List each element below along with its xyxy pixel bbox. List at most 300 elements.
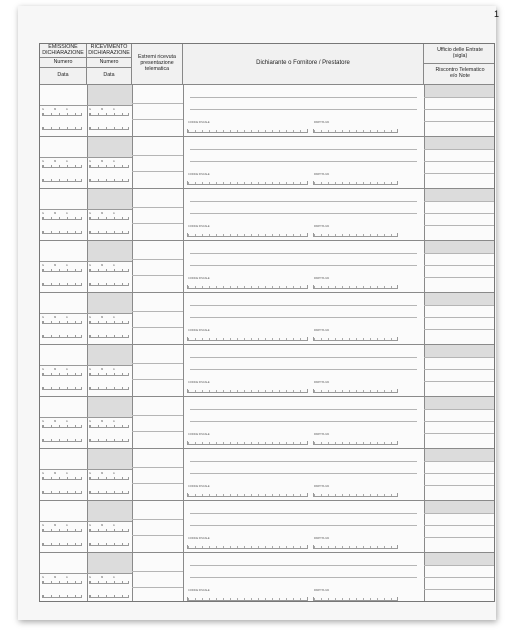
note-rule <box>424 329 495 330</box>
column-rule <box>183 553 184 602</box>
estremi-rule <box>132 311 183 312</box>
codice-fiscale-label: CODICE FISCALE <box>188 173 210 176</box>
note-rule <box>424 253 495 254</box>
ufficio-shade <box>424 501 495 513</box>
dichiarante-line <box>190 149 417 150</box>
codice-fiscale-field[interactable] <box>187 389 308 393</box>
note-rule <box>424 589 495 590</box>
ricevimento-date-label-m: M <box>101 316 104 319</box>
emissione-numero-field[interactable] <box>42 231 82 234</box>
numero-data-rule <box>40 365 132 366</box>
register-entry <box>40 345 495 397</box>
dichiarante-line <box>190 565 417 566</box>
column-rule <box>424 189 425 240</box>
estremi-rule <box>132 155 183 156</box>
note-rule <box>424 149 495 150</box>
ricevimento-date-field[interactable] <box>89 113 129 116</box>
emissione-date-label-a: A <box>66 420 68 423</box>
column-rule <box>132 449 133 500</box>
emissione-numero-field[interactable] <box>42 387 82 390</box>
note-rule <box>424 473 495 474</box>
column-rule <box>132 345 133 396</box>
emissione-date-label-g: G <box>42 160 45 163</box>
ricevimento-numero-field[interactable] <box>89 179 129 182</box>
emissione-date-field[interactable] <box>42 477 82 480</box>
header-ricevimento-data: Data <box>87 68 132 85</box>
codice-fiscale-field[interactable] <box>187 597 308 601</box>
emissione-date-field[interactable] <box>42 581 82 584</box>
ricevimento-date-label-a: A <box>113 212 115 215</box>
ricevimento-numero-shade <box>87 449 132 469</box>
note-rule <box>424 461 495 462</box>
dichiarante-line <box>190 97 417 98</box>
column-rule <box>183 137 184 188</box>
ufficio-shade <box>424 293 495 305</box>
ricevimento-date-label-g: G <box>89 264 92 267</box>
note-rule <box>424 265 495 266</box>
partita-iva-label: PARTITA IVA <box>314 589 330 592</box>
header-estremi: Estremi ricevuta presentazione telematica <box>132 44 183 85</box>
emissione-date-field[interactable] <box>42 529 82 532</box>
partita-iva-label: PARTITA IVA <box>314 537 330 540</box>
column-rule <box>132 553 133 602</box>
ricevimento-date-label-m: M <box>101 524 104 527</box>
ufficio-shade <box>424 449 495 461</box>
note-rule <box>424 97 495 98</box>
ricevimento-date-label-a: A <box>113 264 115 267</box>
emissione-date-label-g: G <box>42 108 45 111</box>
column-rule <box>183 449 184 500</box>
emissione-numero-field[interactable] <box>42 127 82 130</box>
ricevimento-date-label-a: A <box>113 160 115 163</box>
emissione-date-label-m: M <box>54 576 57 579</box>
ricevimento-numero-field[interactable] <box>89 491 129 494</box>
numero-data-rule <box>40 469 132 470</box>
emissione-date-field[interactable] <box>42 113 82 116</box>
emissione-date-label-a: A <box>66 316 68 319</box>
ricevimento-numero-field[interactable] <box>89 387 129 390</box>
register-entry <box>40 293 495 345</box>
codice-fiscale-label: CODICE FISCALE <box>188 225 210 228</box>
codice-fiscale-field[interactable] <box>187 337 308 341</box>
emissione-date-label-m: M <box>54 264 57 267</box>
estremi-rule <box>132 171 183 172</box>
ricevimento-date-label-g: G <box>89 316 92 319</box>
ricevimento-numero-shade <box>87 553 132 573</box>
column-rule <box>424 501 425 552</box>
column-rule <box>87 137 88 188</box>
codice-fiscale-field[interactable] <box>187 493 308 497</box>
ricevimento-date-label-a: A <box>113 368 115 371</box>
ricevimento-date-label-g: G <box>89 524 92 527</box>
codice-fiscale-label: CODICE FISCALE <box>188 589 210 592</box>
column-rule <box>87 449 88 500</box>
column-rule <box>183 397 184 448</box>
estremi-rule <box>132 363 183 364</box>
codice-fiscale-field[interactable] <box>187 545 308 549</box>
header-emissione <box>40 44 87 58</box>
estremi-rule <box>132 571 183 572</box>
column-rule <box>87 189 88 240</box>
emissione-date-label-m: M <box>54 524 57 527</box>
numero-data-rule <box>40 157 132 158</box>
dichiarante-line <box>190 161 417 162</box>
column-rule <box>424 137 425 188</box>
emissione-numero-field[interactable] <box>42 283 82 286</box>
ricevimento-numero-field[interactable] <box>89 543 129 546</box>
partita-iva-field[interactable] <box>313 129 398 133</box>
dichiarante-line <box>190 577 417 578</box>
column-rule <box>132 189 133 240</box>
partita-iva-label: PARTITA IVA <box>314 433 330 436</box>
dichiarante-line <box>190 461 417 462</box>
column-rule <box>87 241 88 292</box>
ricevimento-date-field[interactable] <box>89 165 129 168</box>
note-rule <box>424 369 495 370</box>
estremi-rule <box>132 379 183 380</box>
ufficio-shade <box>424 189 495 201</box>
ricevimento-date-label-g: G <box>89 368 92 371</box>
emissione-date-label-g: G <box>42 368 45 371</box>
emissione-numero-field[interactable] <box>42 439 82 442</box>
ricevimento-numero-shade <box>87 501 132 521</box>
note-rule <box>424 537 495 538</box>
column-rule <box>132 85 133 136</box>
estremi-rule <box>132 103 183 104</box>
emissione-date-label-a: A <box>66 576 68 579</box>
column-rule <box>183 345 184 396</box>
column-rule <box>183 241 184 292</box>
emissione-date-label-a: A <box>66 264 68 267</box>
column-rule <box>87 293 88 344</box>
ricevimento-numero-shade <box>87 397 132 417</box>
codice-fiscale-label: CODICE FISCALE <box>188 537 210 540</box>
estremi-rule <box>132 535 183 536</box>
codice-fiscale-label: CODICE FISCALE <box>188 381 210 384</box>
emissione-date-label-m: M <box>54 212 57 215</box>
column-rule <box>132 293 133 344</box>
column-rule <box>424 345 425 396</box>
ricevimento-numero-field[interactable] <box>89 283 129 286</box>
ricevimento-date-field[interactable] <box>89 321 129 324</box>
header-riscontro: Riscontro Telematico e/o Note <box>424 64 495 85</box>
ricevimento-date-field[interactable] <box>89 529 129 532</box>
codice-fiscale-field[interactable] <box>187 441 308 445</box>
ricevimento-date-label-g: G <box>89 472 92 475</box>
ufficio-shade <box>424 85 495 97</box>
dichiarante-line <box>190 305 417 306</box>
numero-data-rule <box>40 209 132 210</box>
note-rule <box>424 317 495 318</box>
dichiarante-line <box>190 317 417 318</box>
partita-iva-field[interactable] <box>313 493 398 497</box>
partita-iva-field[interactable] <box>313 545 398 549</box>
estremi-rule <box>132 519 183 520</box>
ricevimento-date-label-m: M <box>101 212 104 215</box>
partita-iva-label: PARTITA IVA <box>314 381 330 384</box>
ufficio-shade <box>424 137 495 149</box>
ricevimento-date-label-g: G <box>89 212 92 215</box>
partita-iva-field[interactable] <box>313 233 398 237</box>
estremi-rule <box>132 327 183 328</box>
dichiarante-line <box>190 525 417 526</box>
emissione-date-label-g: G <box>42 264 45 267</box>
emissione-date-label-m: M <box>54 420 57 423</box>
note-rule <box>424 485 495 486</box>
emissione-date-label-a: A <box>66 524 68 527</box>
note-rule <box>424 357 495 358</box>
register-entry <box>40 553 495 602</box>
header-ricevimento-numero: Numero <box>87 58 132 68</box>
emissione-date-field[interactable] <box>42 373 82 376</box>
codice-fiscale-label: CODICE FISCALE <box>188 277 210 280</box>
emissione-date-label-g: G <box>42 576 45 579</box>
note-rule <box>424 433 495 434</box>
column-rule <box>87 501 88 552</box>
dichiarante-line <box>190 473 417 474</box>
ricevimento-date-label-m: M <box>101 264 104 267</box>
ricevimento-date-label-a: A <box>113 108 115 111</box>
ufficio-shade <box>424 345 495 357</box>
dichiarante-line <box>190 421 417 422</box>
note-rule <box>424 173 495 174</box>
emissione-date-label-g: G <box>42 472 45 475</box>
note-rule <box>424 277 495 278</box>
estremi-rule <box>132 207 183 208</box>
partita-iva-field[interactable] <box>313 597 398 601</box>
ricevimento-date-field[interactable] <box>89 477 129 480</box>
header-dichiarante: Dichiarante o Fornitore / Prestatore <box>183 44 424 85</box>
column-rule <box>424 85 425 136</box>
emissione-date-label-g: G <box>42 316 45 319</box>
estremi-rule <box>132 467 183 468</box>
dichiarante-line <box>190 369 417 370</box>
partita-iva-label: PARTITA IVA <box>314 277 330 280</box>
emissione-date-field[interactable] <box>42 269 82 272</box>
column-rule <box>87 397 88 448</box>
emissione-date-label-a: A <box>66 160 68 163</box>
column-rule <box>424 449 425 500</box>
emissione-numero-field[interactable] <box>42 595 82 598</box>
ricevimento-numero-field[interactable] <box>89 127 129 130</box>
register-entry <box>40 241 495 293</box>
ricevimento-date-field[interactable] <box>89 581 129 584</box>
dichiarante-line <box>190 213 417 214</box>
estremi-rule <box>132 275 183 276</box>
register-entry <box>40 137 495 189</box>
partita-iva-label: PARTITA IVA <box>314 121 330 124</box>
codice-fiscale-label: CODICE FISCALE <box>188 485 210 488</box>
ricevimento-date-field[interactable] <box>89 425 129 428</box>
emissione-date-label-a: A <box>66 108 68 111</box>
ricevimento-date-label-m: M <box>101 160 104 163</box>
ricevimento-numero-field[interactable] <box>89 335 129 338</box>
estremi-rule <box>132 431 183 432</box>
ricevimento-numero-shade <box>87 241 132 261</box>
note-rule <box>424 213 495 214</box>
emissione-date-label-g: G <box>42 524 45 527</box>
partita-iva-field[interactable] <box>313 285 398 289</box>
column-rule <box>424 397 425 448</box>
header-ricevimento <box>87 44 132 58</box>
emissione-date-field[interactable] <box>42 165 82 168</box>
codice-fiscale-field[interactable] <box>187 233 308 237</box>
dichiarante-line <box>190 409 417 410</box>
note-rule <box>424 565 495 566</box>
note-rule <box>424 525 495 526</box>
register-entry <box>40 85 495 137</box>
note-rule <box>424 225 495 226</box>
numero-data-rule <box>40 521 132 522</box>
dichiarante-line <box>190 201 417 202</box>
emissione-date-field[interactable] <box>42 321 82 324</box>
ricevimento-numero-shade <box>87 85 132 105</box>
ricevimento-date-label-m: M <box>101 420 104 423</box>
ricevimento-numero-shade <box>87 345 132 365</box>
partita-iva-label: PARTITA IVA <box>314 329 330 332</box>
dichiarante-line <box>190 109 417 110</box>
register-table <box>39 43 495 602</box>
emissione-numero-field[interactable] <box>42 543 82 546</box>
column-rule <box>87 85 88 136</box>
column-rule <box>132 501 133 552</box>
note-rule <box>424 201 495 202</box>
ricevimento-date-label-g: G <box>89 160 92 163</box>
ricevimento-numero-shade <box>87 189 132 209</box>
header-emissione-numero: Numero <box>40 58 87 68</box>
column-rule <box>183 501 184 552</box>
numero-data-rule <box>40 573 132 574</box>
dichiarante-line <box>190 265 417 266</box>
column-rule <box>424 241 425 292</box>
column-rule <box>424 293 425 344</box>
column-rule <box>87 345 88 396</box>
codice-fiscale-label: CODICE FISCALE <box>188 121 210 124</box>
note-rule <box>424 121 495 122</box>
register-entry <box>40 449 495 501</box>
column-rule <box>183 293 184 344</box>
estremi-rule <box>132 587 183 588</box>
estremi-rule <box>132 483 183 484</box>
emissione-date-label-g: G <box>42 420 45 423</box>
estremi-rule <box>132 415 183 416</box>
ricevimento-numero-field[interactable] <box>89 439 129 442</box>
codice-fiscale-field[interactable] <box>187 285 308 289</box>
note-rule <box>424 305 495 306</box>
codice-fiscale-label: CODICE FISCALE <box>188 329 210 332</box>
header-emissione-title: EMISSIONE DICHIARAZIONE <box>42 43 84 56</box>
emissione-date-field[interactable] <box>42 425 82 428</box>
ricevimento-numero-field[interactable] <box>89 231 129 234</box>
estremi-rule <box>132 223 183 224</box>
estremi-rule <box>132 259 183 260</box>
emissione-numero-field[interactable] <box>42 335 82 338</box>
codice-fiscale-field[interactable] <box>187 181 308 185</box>
emissione-date-label-a: A <box>66 212 68 215</box>
partita-iva-label: PARTITA IVA <box>314 225 330 228</box>
column-rule <box>87 553 88 602</box>
ricevimento-date-label-a: A <box>113 472 115 475</box>
partita-iva-field[interactable] <box>313 389 398 393</box>
emissione-date-label-m: M <box>54 368 57 371</box>
emissione-numero-field[interactable] <box>42 491 82 494</box>
note-rule <box>424 409 495 410</box>
ricevimento-date-label-g: G <box>89 420 92 423</box>
register-entry <box>40 397 495 449</box>
ricevimento-numero-field[interactable] <box>89 595 129 598</box>
register-entry <box>40 501 495 553</box>
emissione-date-label-a: A <box>66 368 68 371</box>
header-ricevimento-title: RICEVIMENTO DICHIARAZIONE <box>88 43 130 56</box>
codice-fiscale-label: CODICE FISCALE <box>188 433 210 436</box>
emissione-date-label-a: A <box>66 472 68 475</box>
ricevimento-date-field[interactable] <box>89 373 129 376</box>
header-ufficio: Ufficio delle Entrate (sigla) <box>424 44 495 64</box>
numero-data-rule <box>40 261 132 262</box>
ricevimento-date-label-a: A <box>113 420 115 423</box>
ricevimento-date-field[interactable] <box>89 269 129 272</box>
ufficio-shade <box>424 241 495 253</box>
ricevimento-numero-shade <box>87 293 132 313</box>
partita-iva-field[interactable] <box>313 337 398 341</box>
numero-data-rule <box>40 417 132 418</box>
column-rule <box>132 397 133 448</box>
column-rule <box>132 241 133 292</box>
ricevimento-date-label-a: A <box>113 316 115 319</box>
dichiarante-line <box>190 513 417 514</box>
note-rule <box>424 513 495 514</box>
ricevimento-date-label-g: G <box>89 576 92 579</box>
estremi-rule <box>132 119 183 120</box>
page-number: 1 <box>493 9 499 19</box>
ricevimento-date-label-a: A <box>113 524 115 527</box>
emissione-date-label-m: M <box>54 472 57 475</box>
note-rule <box>424 381 495 382</box>
ricevimento-date-label-a: A <box>113 576 115 579</box>
ricevimento-date-label-g: G <box>89 108 92 111</box>
partita-iva-field[interactable] <box>313 181 398 185</box>
note-rule <box>424 109 495 110</box>
column-rule <box>183 85 184 136</box>
ufficio-shade <box>424 397 495 409</box>
emissione-date-label-m: M <box>54 108 57 111</box>
emissione-date-label-m: M <box>54 316 57 319</box>
ufficio-shade <box>424 553 495 565</box>
partita-iva-label: PARTITA IVA <box>314 173 330 176</box>
ricevimento-date-label-m: M <box>101 576 104 579</box>
ricevimento-date-label-m: M <box>101 108 104 111</box>
partita-iva-field[interactable] <box>313 441 398 445</box>
header-emissione-data: Data <box>40 68 87 85</box>
emissione-numero-field[interactable] <box>42 179 82 182</box>
partita-iva-label: PARTITA IVA <box>314 485 330 488</box>
ricevimento-date-field[interactable] <box>89 217 129 220</box>
dichiarante-line <box>190 253 417 254</box>
ricevimento-date-label-m: M <box>101 368 104 371</box>
register-sheet <box>18 6 499 620</box>
emissione-date-field[interactable] <box>42 217 82 220</box>
column-rule <box>132 137 133 188</box>
ricevimento-date-label-m: M <box>101 472 104 475</box>
register-entry <box>40 189 495 241</box>
numero-data-rule <box>40 105 132 106</box>
emissione-date-label-g: G <box>42 212 45 215</box>
numero-data-rule <box>40 313 132 314</box>
note-rule <box>424 161 495 162</box>
column-rule <box>183 189 184 240</box>
note-rule <box>424 577 495 578</box>
codice-fiscale-field[interactable] <box>187 129 308 133</box>
